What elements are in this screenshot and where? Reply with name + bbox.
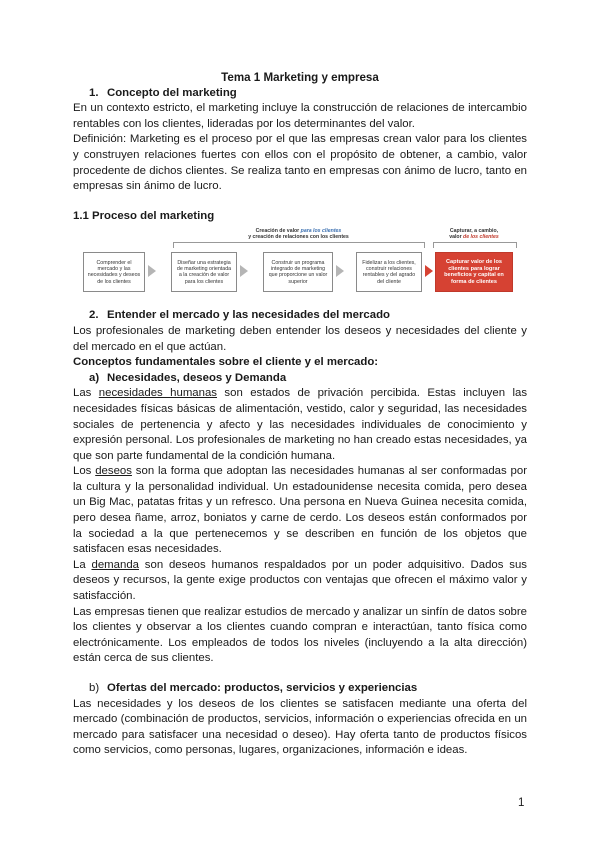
process-step-5: Capturar valor de los clientes para lograr beneficios y capital en forma de clientes bbox=[435, 252, 513, 292]
wants-term: deseos bbox=[95, 465, 132, 478]
process-arrow-1 bbox=[148, 265, 156, 277]
subsection-a-title: Necesidades, deseos y Demanda bbox=[107, 371, 287, 384]
demand-paragraph: La demanda son deseos humanos respaldados por un poder adquisitivo. Dados sus deseos y recursos, la gente exige productos con ventajas que ofrecen el máximo valor y satisfacción. bbox=[73, 558, 527, 603]
section-2-paragraph-1: Los profesionales de marketing deben entender los deseos y necesidades del cliente y del mercado en el que actúan. bbox=[73, 324, 527, 353]
diagram-top-right-caption: Capturar, a cambio, valor de los clientes bbox=[449, 228, 499, 241]
process-arrow-4 bbox=[425, 265, 433, 277]
subsection-b-title: Ofertas del mercado: productos, servicios y experiencias bbox=[107, 682, 418, 694]
subsection-a-label: a) bbox=[89, 371, 100, 384]
section-1-number: 1. bbox=[89, 86, 99, 99]
process-step-2: Diseñar una estrategia de marketing orientada a la creación de valor para los clientes bbox=[171, 252, 237, 292]
marketing-process-diagram bbox=[73, 228, 527, 294]
diagram-bracket-left bbox=[173, 242, 425, 248]
process-step-3: Construir un programa integrado de marketing que proporcione un valor superior bbox=[263, 252, 333, 292]
section-1-paragraph-2: Definición: Marketing es el proceso por el que las empresas crean valor para los clientes y construyen relaciones fuertes con ellos con el propósito de obtener, a cambio, valor procedente de dichos clientes. Se realiza tanto en empresas con ánimo de lucro, tanto en empresas sin ánimo de lucro. bbox=[73, 133, 527, 193]
needs-term: necesidades humanas bbox=[98, 387, 218, 400]
needs-paragraph: Las necesidades humanas son estados de privación percibida. Estas incluyen las necesidades físicas básicas de alimentación, vestido, calor y seguridad, las necesidades sociales de pertenencia y afecto y las necesidades individuales de conocimiento y expresión personal. Los profesionales de marketing no han creado estas necesidades, ya que son parte fundamental de la condición humana. bbox=[73, 387, 528, 462]
subsection-b-heading bbox=[73, 681, 527, 697]
process-step-1: Comprender el mercado y las necesidades y deseos de los clientes bbox=[83, 252, 145, 292]
section-1-paragraph-1: En un contexto estricto, el marketing incluye la construcción de relaciones de intercambio rentables con los clientes, lideradas por los determinantes del valor. bbox=[73, 102, 527, 130]
page-number: 1 bbox=[518, 797, 525, 809]
market-offers-paragraph: Las necesidades y los deseos de los clientes se satisfacen mediante una oferta del mercado (combinación de productos, servicios, información o experiencias ofrecida en un mercado para satisfacer una necesidad o deseo). Hay oferta tanto de productos físicos como servicios, como personas, lugares, organizaciones, información e ideas. bbox=[73, 697, 527, 757]
section-1-title: Concepto del marketing bbox=[107, 86, 237, 99]
process-arrow-2 bbox=[240, 265, 248, 277]
document-title: Tema 1 Marketing y empresa bbox=[221, 71, 379, 84]
section-2-heading bbox=[73, 308, 527, 324]
diagram-bracket-right bbox=[433, 242, 517, 248]
subsection-b-label: b) bbox=[89, 682, 100, 694]
market-research-paragraph: Las empresas tienen que realizar estudios de mercado y analizar un sinfín de datos sobre los clientes y observar a los clientes cuando compran e interactúan, tanto física como electrónicamente. Los empleados de todos los niveles (incluyendo a la alta dirección) están cerca de sus clientes. bbox=[73, 605, 527, 665]
subsection-a-heading bbox=[73, 371, 527, 387]
diagram-top-left-caption: Creación de valor para los clientes y creación de relaciones con los clientes bbox=[248, 228, 349, 241]
section-1-heading bbox=[73, 86, 527, 102]
fundamental-concepts-heading: Conceptos fundamentales sobre el cliente y el mercado: bbox=[73, 356, 379, 369]
section-2-title: Entender el mercado y las necesidades del mercado bbox=[107, 309, 390, 322]
wants-paragraph: Los deseos son la forma que adoptan las necesidades humanas al ser conformadas por la cultura y la personalidad individual. Un estadounidense necesita comida, pero desea un Big Mac, patatas fritas y un refresco. Una persona en Nueva Guinea necesita comida, pero desea ñame, arroz, boniatos y carne de cerdo. Los deseos están conformados por la sociedad a la que pertenecemos y se describen en función de los objetos que satisfacen esas necesidades. bbox=[73, 465, 527, 556]
process-arrow-3 bbox=[336, 265, 344, 277]
process-step-4: Fidelizar a los clientes, construir relaciones rentables y del agrado del cliente bbox=[356, 252, 422, 292]
section-2-number: 2. bbox=[89, 309, 99, 322]
section-1-1-heading: 1.1 Proceso del marketing bbox=[73, 209, 215, 222]
demand-term: demanda bbox=[91, 558, 139, 571]
document-body bbox=[73, 70, 527, 759]
